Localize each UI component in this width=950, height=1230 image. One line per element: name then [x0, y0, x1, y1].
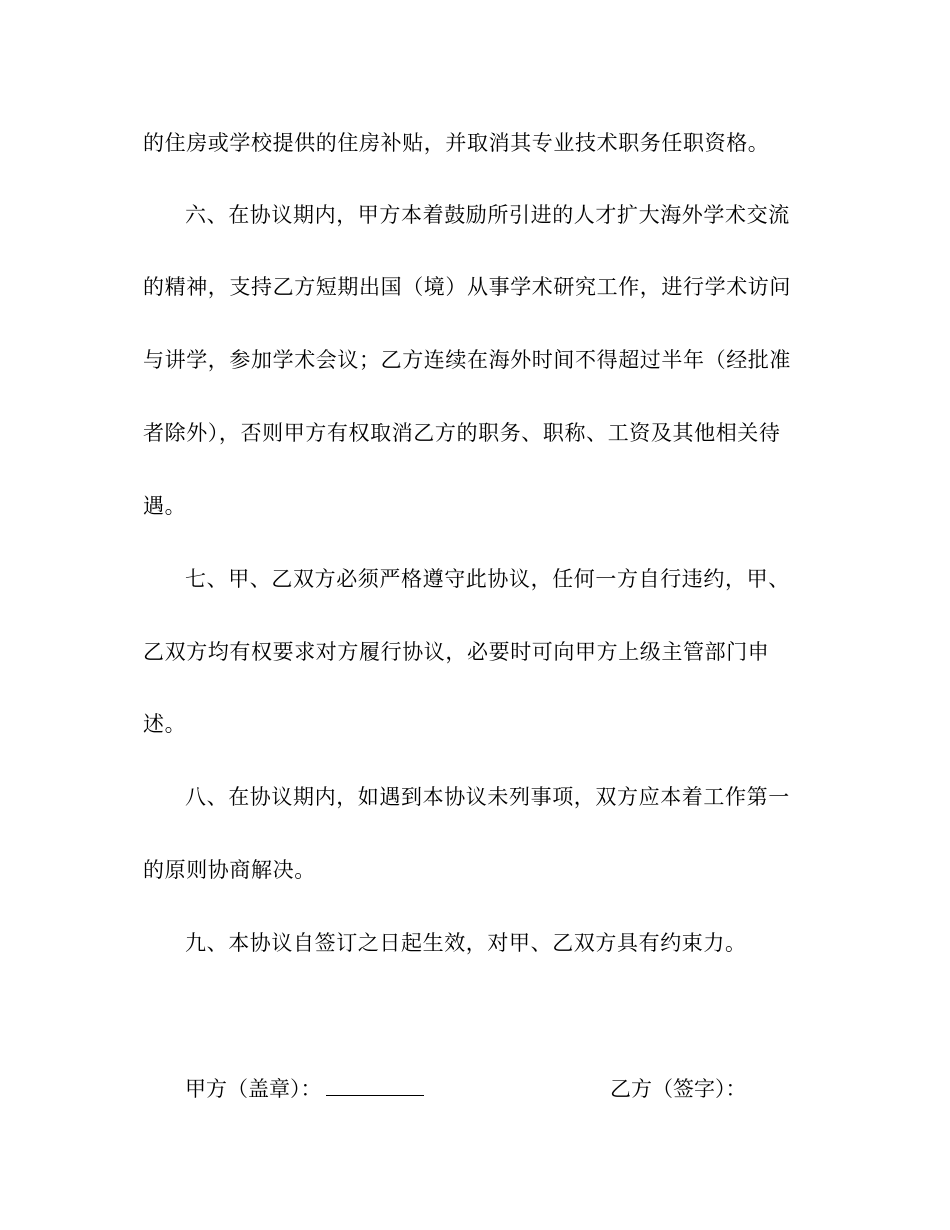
party-b-label: 乙方（签字）：	[610, 1077, 747, 1101]
paragraph-line: 的精神，支持乙方短期出国（境）从事学术研究工作，进行学术访问	[143, 275, 791, 299]
party-b-signature	[610, 1074, 747, 1104]
paragraph-line: 遇。	[143, 494, 187, 518]
party-a-signature	[185, 1074, 424, 1104]
paragraph-line: 的原则协商解决。	[143, 858, 316, 882]
party-a-signature-blank	[326, 1075, 424, 1096]
paragraph-line: 者除外），否则甲方有权取消乙方的职务、职称、工资及其他相关待	[143, 421, 781, 445]
paragraph-line: 述。	[143, 712, 187, 736]
paragraph-line: 的住房或学校提供的住房补贴，并取消其专业技术职务任职资格。	[143, 131, 770, 155]
paragraph-line: 七、甲、乙双方必须严格遵守此协议，任何一方自行违约，甲、	[185, 567, 790, 591]
paragraph-line: 六、在协议期内，甲方本着鼓励所引进的人才扩大海外学术交流	[185, 203, 790, 227]
paragraph-line: 九、本协议自签订之日起生效，对甲、乙双方具有约束力。	[185, 931, 747, 955]
party-a-label: 甲方（盖章）：	[185, 1077, 322, 1101]
paragraph-line: 八、在协议期内，如遇到本协议未列事项，双方应本着工作第一	[185, 785, 790, 809]
paragraph-line: 乙双方均有权要求对方履行协议，必要时可向甲方上级主管部门申	[143, 640, 770, 664]
paragraph-line: 与讲学，参加学术会议；乙方连续在海外时间不得超过半年（经批准	[143, 348, 791, 372]
